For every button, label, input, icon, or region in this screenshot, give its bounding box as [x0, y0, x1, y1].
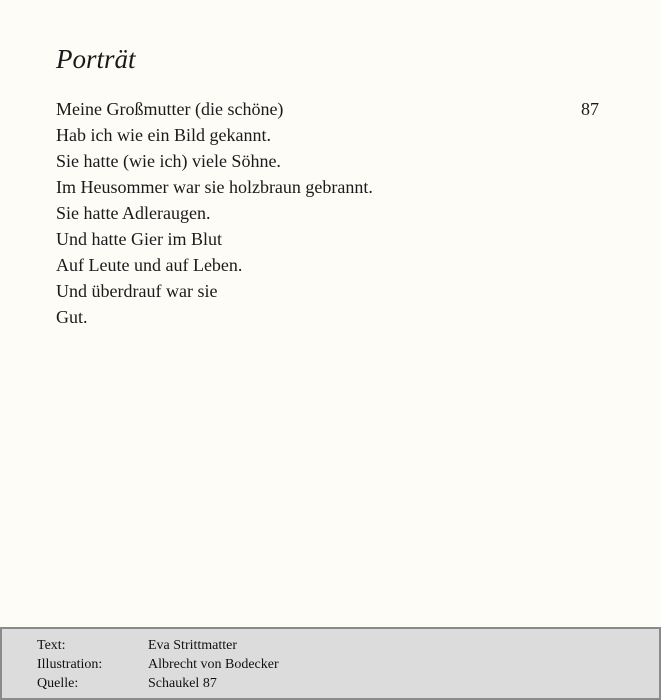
credit-row-text — [37, 636, 279, 655]
poem-title: Porträt — [56, 44, 136, 74]
credits-table — [37, 636, 279, 693]
poem-line: Und hatte Gier im Blut — [56, 229, 222, 249]
page-number: 87 — [581, 99, 599, 119]
credit-label: Illustration: — [37, 657, 103, 672]
poem-line: Meine Großmutter (die schöne) — [56, 99, 284, 119]
credit-row-illustration — [37, 655, 279, 674]
poem-line: Im Heusommer war sie holzbraun gebrannt. — [56, 177, 373, 197]
poem-line: Sie hatte (wie ich) viele Söhne. — [56, 151, 281, 171]
poem-line: Sie hatte Adleraugen. — [56, 203, 211, 223]
credits-panel — [0, 627, 661, 700]
poem-text — [56, 96, 373, 330]
poem-line: Auf Leute und auf Leben. — [56, 255, 243, 275]
credit-label: Quelle: — [37, 676, 79, 691]
poem-line: Hab ich wie ein Bild gekannt. — [56, 125, 271, 145]
credit-value: Eva Strittmatter — [148, 638, 238, 653]
poem-line: Und überdrauf war sie — [56, 281, 218, 301]
credit-value: Schaukel 87 — [148, 676, 217, 691]
credit-row-source — [37, 674, 279, 693]
credit-label: Text: — [37, 638, 66, 653]
poem-line: Gut. — [56, 307, 88, 327]
credit-value: Albrecht von Bodecker — [148, 657, 279, 672]
